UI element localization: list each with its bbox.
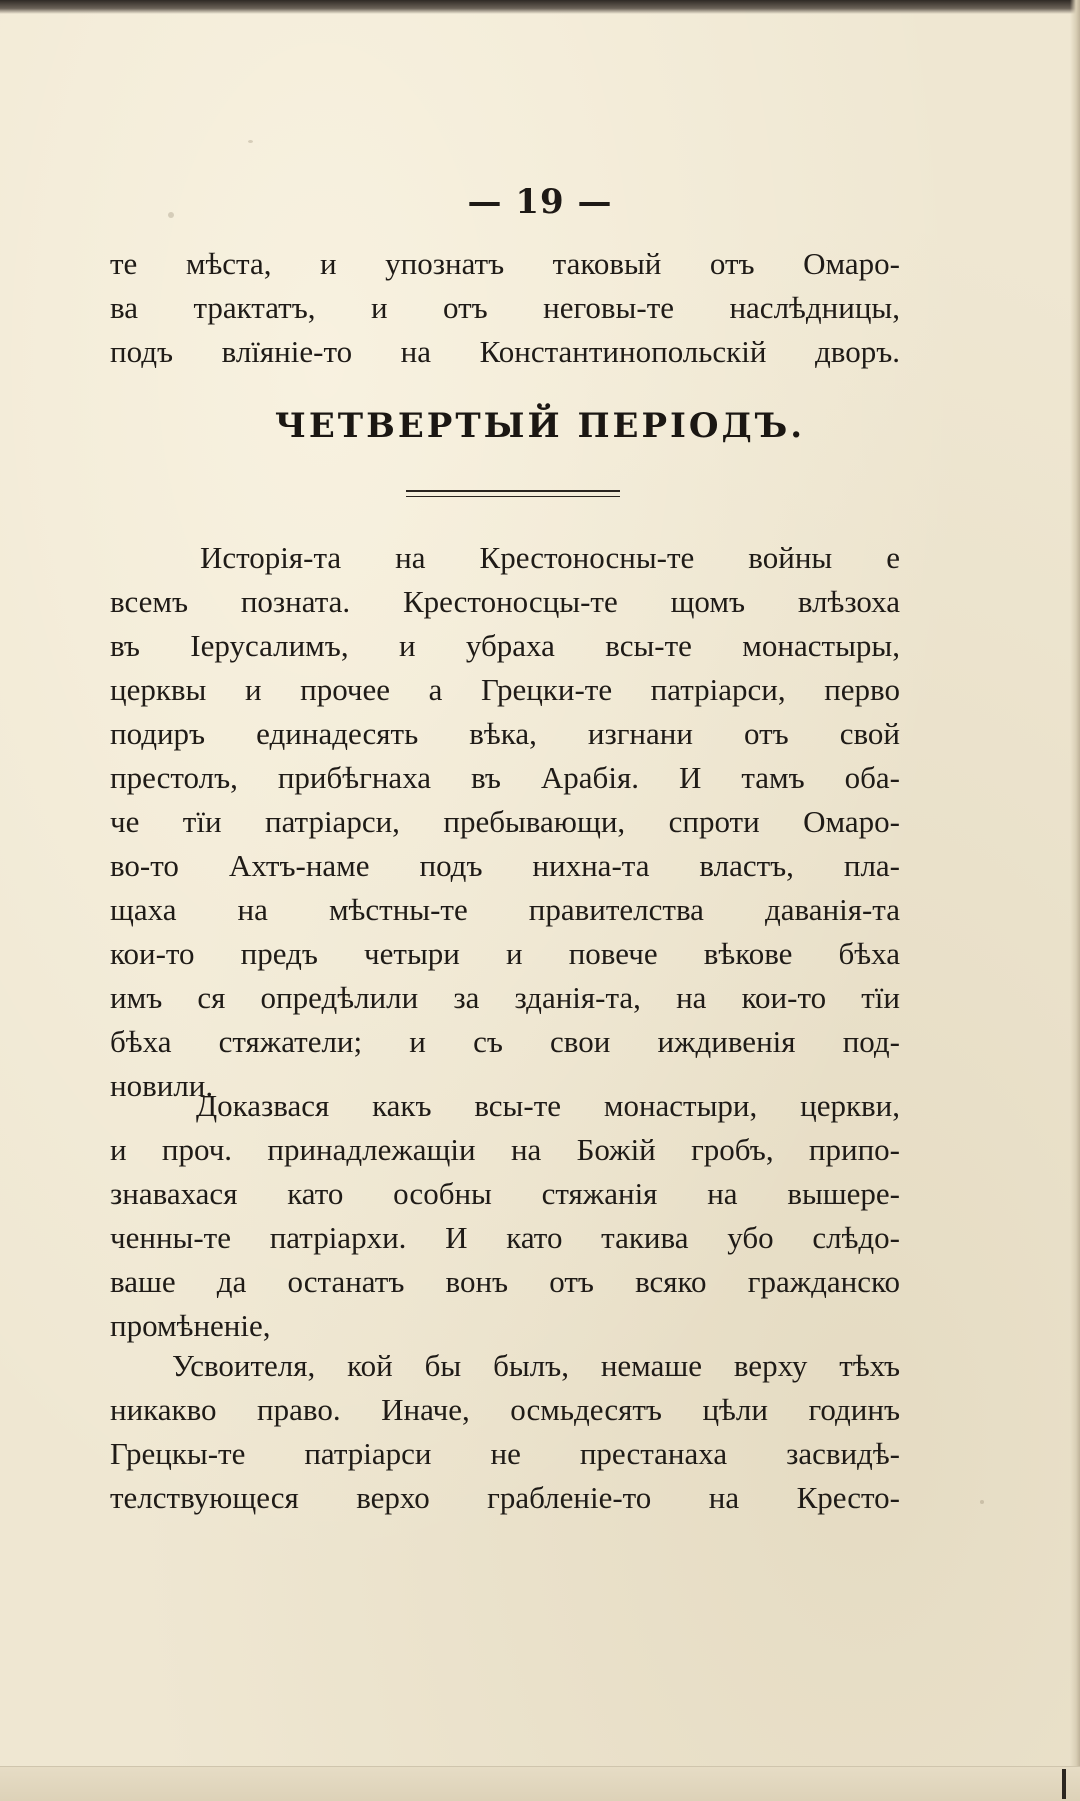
text-line: ваше да останатъ вонъ отъ всяко гражданско xyxy=(110,1264,900,1299)
text-line: подъ влїяніе-то на Константинопольскій дворъ. xyxy=(110,334,900,369)
text-line: никакво право. Иначе, осмьдесятъ цѣли годинъ xyxy=(110,1392,900,1427)
text-line: че тїи патріарси, пребывающи, спроти Омаро- xyxy=(110,804,900,839)
text-line: подиръ единадесять вѣка, изгнани отъ свой xyxy=(110,716,900,751)
text-line: и проч. принадлежащіи на Божій гробъ, припо- xyxy=(110,1132,900,1167)
text-line: знавахася като особны стяжанія на вышере- xyxy=(110,1176,900,1211)
text-line: престолъ, прибѣгнаха въ Арабія. И тамъ оба- xyxy=(110,760,900,795)
section-heading: ЧЕТВЕРТЫЙ ПЕРІОДЪ. xyxy=(274,406,806,446)
text-line: Доказвася какъ всы-те монастыри, церкви, xyxy=(196,1088,900,1123)
page-number: — 19 — xyxy=(467,182,613,222)
text-line: телствующеся верхо грабленіе-то на Кресто- xyxy=(110,1480,900,1515)
page-right-edge xyxy=(1070,0,1080,1801)
paragraph-1 xyxy=(110,536,900,1108)
page-top-edge xyxy=(0,0,1080,14)
text-line: ва трактатъ, и отъ неговы-те наслѣдницы, xyxy=(110,290,900,325)
text-line: всемъ позната. Крестоносцы-те щомъ влѣзоха xyxy=(110,584,900,619)
text-line: Усвоителя, кой бы былъ, немаше верху тѣхъ xyxy=(172,1348,900,1383)
text-line: те мѣста, и упознатъ таковый отъ Омаро- xyxy=(110,246,900,281)
intro-text xyxy=(110,242,900,374)
text-line: Исторія-та на Крестоносны-те войны е xyxy=(200,540,900,575)
text-line: церквы и прочее а Грецки-те патріарси, перво xyxy=(110,672,900,707)
paragraph-2 xyxy=(110,1084,900,1348)
text-line: бѣха стяжатели; и съ свои иждивенія под- xyxy=(110,1024,900,1059)
text-line: новили. xyxy=(110,1068,214,1103)
text-line: имъ ся опредѣлили за зданія-та, на кои-то тїи xyxy=(110,980,900,1015)
paragraph-3 xyxy=(110,1344,900,1520)
text-line: въ Іерусалимъ, и убраха всы-те монастыры, xyxy=(110,628,900,663)
ink-speck xyxy=(248,140,253,143)
text-line: Грецкы-те патріарси не престанаха засвидѣ- xyxy=(110,1436,900,1471)
text-line: во-то Ахтъ-наме подъ нихна-та властъ, пла- xyxy=(110,848,900,883)
text-line: щаха на мѣстны-те правителства даванія-та xyxy=(110,892,900,927)
text-line: ченны-те патріархи. И като такива убо слѣдо- xyxy=(110,1220,900,1255)
ink-speck xyxy=(980,1500,984,1504)
text-line: кои-то предъ четыри и повече вѣкове бѣха xyxy=(110,936,900,971)
page-corner-mark xyxy=(1062,1769,1066,1799)
page-bottom-edge xyxy=(0,1766,1080,1801)
text-line: промѣненіе, xyxy=(110,1308,271,1343)
heading-rule xyxy=(406,490,620,497)
